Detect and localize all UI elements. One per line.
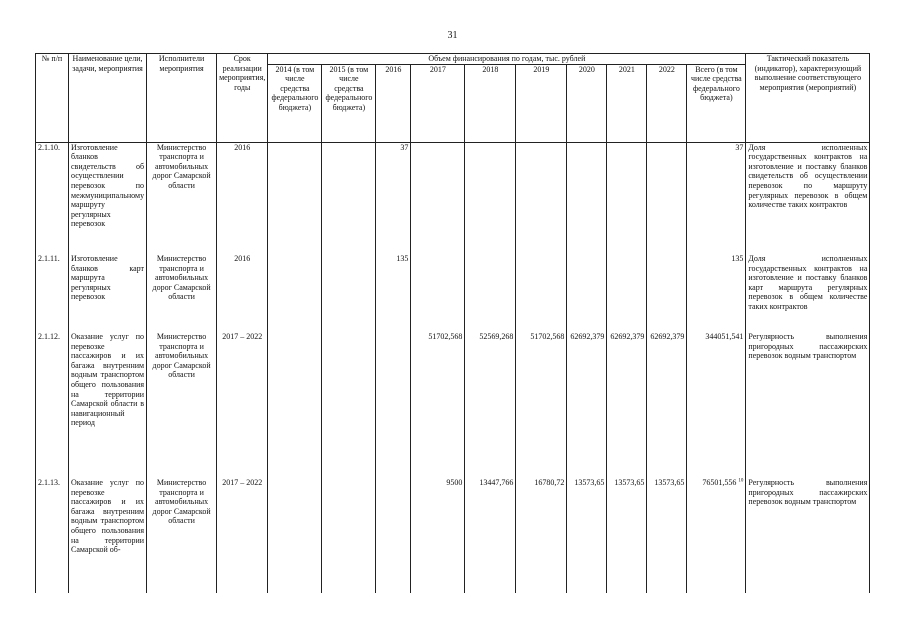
row-no: 2.1.11. [36, 254, 69, 332]
row-value: 13573,65 [567, 478, 607, 593]
row-indicator: Регулярность выполнения пригородных пассажирских перевозок водным транспортом [746, 478, 870, 593]
row-exec: Министерство транспорта и автомобильных дорог Самарской области [147, 332, 217, 478]
row-value: 51702,568 [411, 332, 465, 478]
row-indicator: Регулярность выполнения пригородных пассажирских перевозок водным транспортом [746, 332, 870, 478]
row-indicator: Доля исполненных государственных контрактов на изготовление и поставку бланков карт маршрута регулярных перевозок в общем количестве таких контрактов [746, 254, 870, 332]
table-row [36, 332, 870, 478]
row-total: 37 [687, 142, 746, 254]
row-value: 13573,65 [647, 478, 687, 593]
row-value: 62692,379 [607, 332, 647, 478]
row-value [465, 254, 516, 332]
row-exec: Министерство транспорта и автомобильных дорог Самарской области [147, 478, 217, 593]
row-value: 9500 [411, 478, 465, 593]
row-value [322, 478, 376, 593]
row-term: 2017 – 2022 [217, 332, 268, 478]
table-row [36, 142, 870, 254]
header-year: 2019 [516, 64, 567, 142]
row-exec: Министерство транспорта и автомобильных дорог Самарской области [147, 142, 217, 254]
row-name: Изготовление бланков свидетельств об осуществлении перевозок по межмуниципальному маршруту регулярных перевозок [69, 142, 147, 254]
row-term: 2016 [217, 142, 268, 254]
header-year: 2017 [411, 64, 465, 142]
header-no: № п/п [36, 54, 69, 143]
row-value: 13573,65 [607, 478, 647, 593]
row-value: 62692,379 [567, 332, 607, 478]
row-value [268, 332, 322, 478]
row-value [268, 142, 322, 254]
row-value [465, 142, 516, 254]
row-value [516, 254, 567, 332]
table-row [36, 254, 870, 332]
row-value: 135 [376, 254, 411, 332]
row-value [322, 332, 376, 478]
header-indicator: Тактический показатель (индикатор), характеризующий выполнение соответствующего мероприятия (мероприятий) [746, 54, 870, 143]
header-year: 2020 [567, 64, 607, 142]
header-year: 2022 [647, 64, 687, 142]
header-year: 2021 [607, 64, 647, 142]
row-value: 13447,766 [465, 478, 516, 593]
row-value [567, 254, 607, 332]
row-value: 16780,72 [516, 478, 567, 593]
header-year: 2015 (в том числе средства федерального бюджета) [322, 64, 376, 142]
header-name: Наименование цели, задачи, мероприятия [69, 54, 147, 143]
row-value [268, 478, 322, 593]
row-total [687, 478, 746, 593]
header-exec: Исполнители мероприятия [147, 54, 217, 143]
header-funding: Объем финансирования по годам, тыс. рублей [268, 54, 746, 65]
row-exec: Министерство транспорта и автомобильных дорог Самарской области [147, 254, 217, 332]
row-value [647, 254, 687, 332]
row-term: 2017 – 2022 [217, 478, 268, 593]
row-indicator: Доля исполненных государственных контрактов на изготовление и поставку бланков свидетельств об осуществлении перевозок по маршруту регулярных перевозок в общем количестве таких контрактов [746, 142, 870, 254]
row-value [322, 142, 376, 254]
row-value [268, 254, 322, 332]
row-name: Оказание услуг по перевозке пассажиров и их багажа внутренним водным транспортом общего пользования на территории Самарской об- [69, 478, 147, 593]
row-value [516, 142, 567, 254]
row-value [567, 142, 607, 254]
row-value [411, 142, 465, 254]
row-value: 51702,568 [516, 332, 567, 478]
row-total-value: 76501,556 [702, 478, 737, 488]
row-value [647, 142, 687, 254]
page-number: 31 [447, 30, 458, 41]
row-value: 37 [376, 142, 411, 254]
row-value [376, 478, 411, 593]
header-term: Срок реализации мероприятия, годы [217, 54, 268, 143]
footnote-mark: 10 [738, 478, 744, 484]
row-no: 2.1.12. [36, 332, 69, 478]
header-total: Всего (в том числе средства федерального бюджета) [687, 64, 746, 142]
row-value [376, 332, 411, 478]
table-row [36, 478, 870, 593]
row-name: Оказание услуг по перевозке пассажиров и их багажа внутренним водным транспортом общего пользования на территории Самарской области в навигационный период [69, 332, 147, 478]
row-value [607, 142, 647, 254]
row-value: 52569,268 [465, 332, 516, 478]
row-no: 2.1.10. [36, 142, 69, 254]
row-no: 2.1.13. [36, 478, 69, 593]
row-total: 135 [687, 254, 746, 332]
row-name: Изготовление бланков карт маршрута регулярных перевозок [69, 254, 147, 332]
row-value [322, 254, 376, 332]
row-total: 344051,541 [687, 332, 746, 478]
funding-table [35, 53, 870, 593]
header-year: 2018 [465, 64, 516, 142]
row-value: 62692,379 [647, 332, 687, 478]
row-term: 2016 [217, 254, 268, 332]
row-value [411, 254, 465, 332]
header-year: 2014 (в том числе средства федерального бюджета) [268, 64, 322, 142]
header-year: 2016 [376, 64, 411, 142]
row-value [607, 254, 647, 332]
